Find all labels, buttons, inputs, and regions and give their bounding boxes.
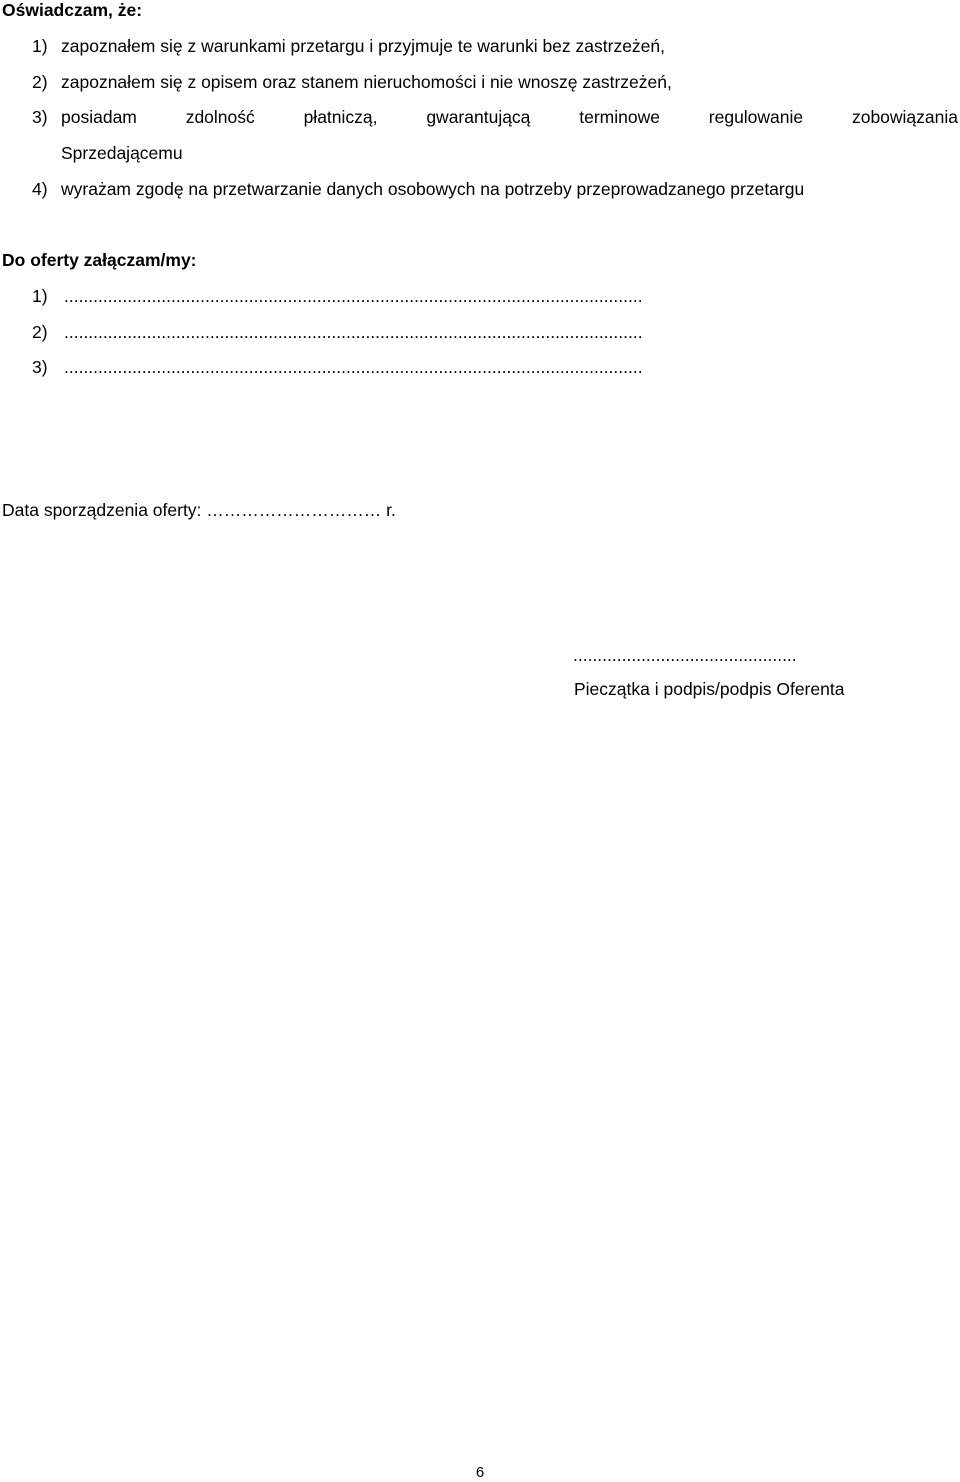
statement-item-text: zapoznałem się z opisem oraz stanem nieruchomości i nie wnoszę zastrzeżeń, bbox=[61, 72, 672, 92]
item-number: 3) bbox=[32, 107, 48, 127]
item-number: 4) bbox=[32, 179, 48, 199]
date-blank: ………………………… bbox=[206, 500, 382, 520]
statement-item-text: wyrażam zgodę na przetwarzanie danych osobowych na potrzeby przeprowadzanego przetargu bbox=[61, 179, 805, 199]
date-suffix: r. bbox=[386, 500, 396, 520]
attachment-blank-line: ....................................................................................................................... bbox=[64, 286, 643, 306]
attachment-number: 1) bbox=[32, 286, 48, 306]
item-number: 2) bbox=[32, 72, 48, 92]
date-label: Data sporządzenia oferty: bbox=[2, 500, 202, 520]
date-line bbox=[2, 499, 396, 521]
statement-item-continuation: Sprzedającemu bbox=[61, 143, 183, 163]
page-number: 6 bbox=[475, 1464, 485, 1481]
statement-heading: Oświadczam, że: bbox=[2, 0, 143, 20]
signature-dots: .............................................. bbox=[573, 645, 797, 665]
item-number: 1) bbox=[32, 36, 48, 56]
statement-item-text: posiadam zdolność płatniczą, gwarantującą terminowe regulowanie zobowiązania bbox=[61, 107, 958, 127]
attachment-number: 2) bbox=[32, 322, 48, 342]
statement-item-text: zapoznałem się z warunkami przetargu i przyjmuje te warunki bez zastrzeżeń, bbox=[61, 36, 666, 56]
attachment-number: 3) bbox=[32, 357, 48, 377]
attachment-blank-line: ....................................................................................................................... bbox=[64, 357, 643, 377]
signature-label: Pieczątka i podpis/podpis Oferenta bbox=[574, 679, 845, 699]
attachment-blank-line: ....................................................................................................................... bbox=[64, 322, 643, 342]
attachments-heading: Do oferty załączam/my: bbox=[2, 250, 197, 270]
